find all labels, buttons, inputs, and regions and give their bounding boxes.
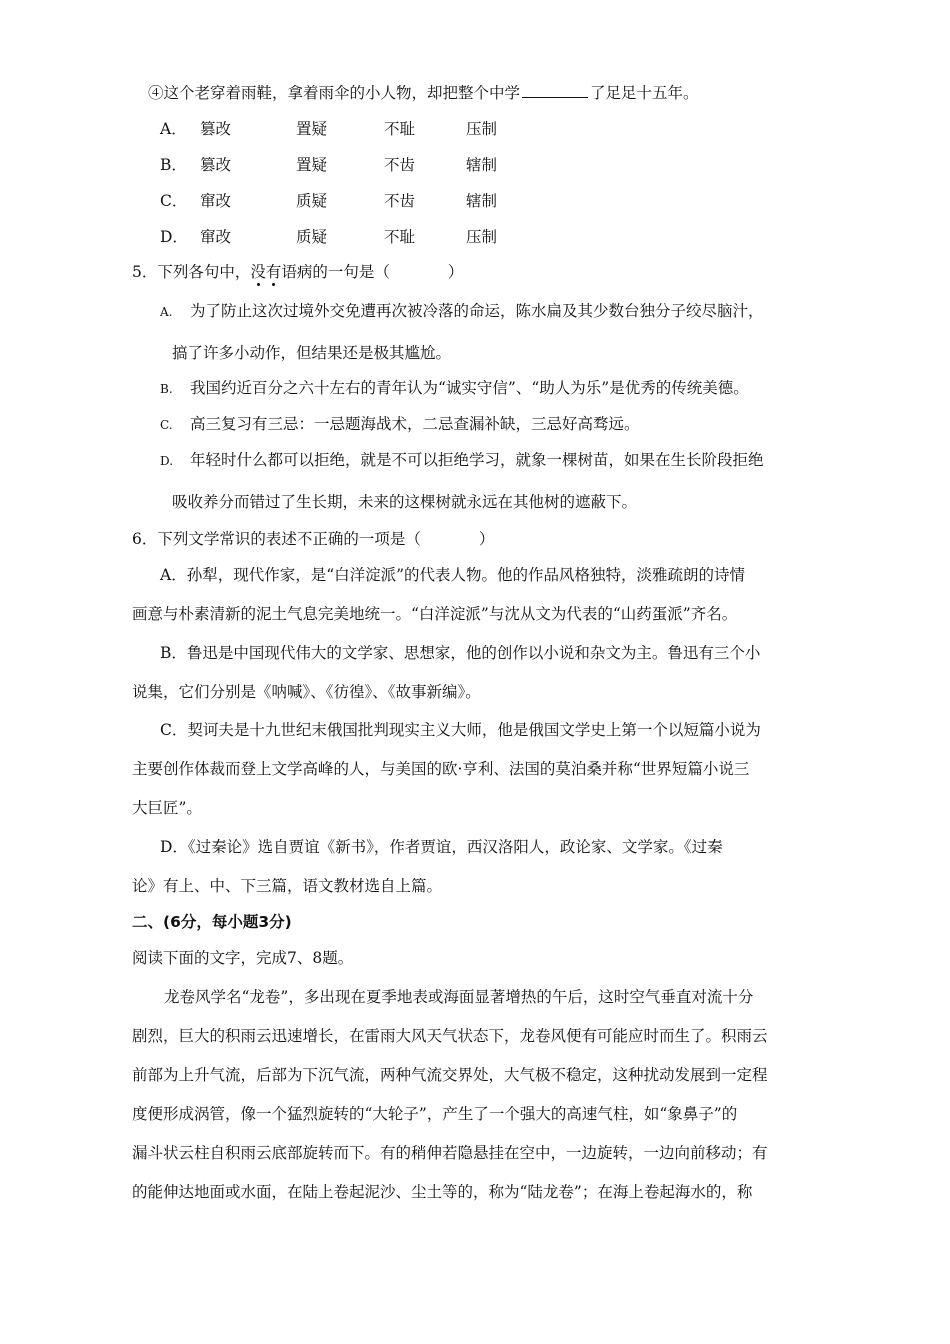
q5-option-b	[160, 377, 749, 400]
q6-stem	[132, 528, 494, 550]
option-word-3: 不耻	[384, 120, 416, 138]
option-text: 主要创作体裁而登上文学高峰的人，与美国的欧·亨利、法国的莫泊桑并称“世界短篇小说三	[132, 760, 750, 778]
option-word-4: 辖制	[466, 192, 498, 210]
q4-sentence-4	[148, 82, 699, 104]
option-word-3: 不耻	[384, 228, 416, 246]
option-text: 高三复习有三忌：一忌题海战术，二忌查漏补缺，三忌好高骛远。	[190, 415, 640, 433]
q4-sentence-4-before: ④这个老穿着雨鞋，拿着雨伞的小人物，却把整个中学	[148, 84, 521, 102]
option-word-2: 质疑	[296, 192, 328, 210]
option-label: C.	[160, 418, 173, 432]
option-word-3: 不齿	[384, 156, 416, 174]
option-word-1: 篡改	[200, 156, 232, 174]
option-label: D．	[160, 228, 188, 246]
passage-line-3	[132, 1064, 768, 1086]
passage-line-4	[132, 1103, 737, 1125]
option-text: 画意与朴素清新的泥土气息完美地统一。“白洋淀派”与沈从文为代表的“山药蛋派”齐名。	[132, 605, 738, 623]
option-text: 论》有上、中、下三篇，语文教材选自上篇。	[132, 877, 443, 895]
option-word-4: 压制	[466, 120, 498, 138]
option-word-2: 质疑	[296, 228, 328, 246]
option-label: C．	[160, 192, 188, 210]
q5-option-d	[160, 449, 764, 472]
q5-stem-close: ）	[447, 263, 464, 281]
option-label: B．	[160, 156, 187, 174]
option-label: D.	[160, 454, 174, 468]
q4-option-c	[160, 190, 497, 212]
emphasis-char: 没	[250, 263, 266, 281]
q5-stem	[132, 261, 463, 283]
option-text: 为了防止这次过境外交免遭再次被冷落的命运，陈水扁及其少数台独分子绞尽脑汁，	[190, 302, 764, 320]
option-text: A．孙犁，现代作家，是“白洋淀派”的代表人物。他的作品风格独特，淡雅疏朗的诗情	[160, 566, 746, 584]
q6-option-d	[160, 836, 723, 858]
answer-blank	[522, 83, 588, 98]
q6-option-b-cont	[132, 681, 481, 703]
q5-stem-pre: 5．下列各句中，	[132, 263, 251, 281]
passage-text: 漏斗状云柱自积雨云底部旋转而下。有的稍伸若隐悬挂在空中，一边旋转，一边向前移动；有	[132, 1144, 768, 1162]
section-heading-text: 二、(6分，每小题3分)	[132, 913, 292, 931]
option-text: B．鲁迅是中国现代伟大的文学家、思想家，他的创作以小说和杂文为主。鲁迅有三个小	[160, 644, 761, 662]
option-text: 说集，它们分别是《呐喊》、《彷徨》、《故事新编》。	[132, 683, 481, 701]
option-text: 搞了许多小动作，但结果还是极其尴尬。	[172, 344, 452, 362]
q4-option-d	[160, 226, 497, 248]
passage-text: 龙卷风学名“龙卷”，多出现在夏季地表或海面显著增热的午后，这时空气垂直对流十分	[164, 988, 754, 1006]
q4-option-a	[160, 118, 497, 140]
option-text: 年轻时什么都可以拒绝，就是不可以拒绝学习，就象一棵树苗，如果在生长阶段拒绝	[190, 451, 764, 469]
passage-text: 度便形成涡管，像一个猛烈旋转的“大轮子”，产生了一个强大的高速气柱，如“象鼻子”的	[132, 1105, 738, 1123]
passage-line-5	[132, 1142, 768, 1164]
option-text: 大巨匠”。	[132, 799, 202, 817]
section-instruction-text: 阅读下面的文字，完成7、8题。	[132, 949, 354, 967]
q5-option-a-cont	[172, 342, 451, 364]
option-label: A．	[160, 120, 187, 138]
option-text: D．《过秦论》选自贾谊《新书》，作者贾谊，西汉洛阳人，政论家、文学家。《过秦	[160, 838, 723, 856]
option-word-1: 篡改	[200, 120, 232, 138]
q6-stem-close: ）	[478, 530, 495, 548]
section-instruction	[132, 947, 353, 969]
q5-option-d-cont	[172, 491, 637, 513]
option-word-4: 压制	[466, 228, 498, 246]
option-word-1: 窜改	[200, 228, 232, 246]
q6-option-a	[160, 564, 745, 586]
option-text: C．契诃夫是十九世纪末俄国批判现实主义大师，他是俄国文学史上第一个以短篇小说为	[160, 721, 761, 739]
passage-line-2	[132, 1025, 768, 1047]
passage-text: 的能伸达地面或水面，在陆上卷起泥沙、尘土等的，称为“陆龙卷”；在海上卷起海水的，称	[132, 1183, 753, 1201]
q6-option-c	[160, 719, 761, 741]
option-label: B.	[160, 382, 173, 396]
section-heading	[132, 911, 292, 933]
passage-line-6	[132, 1181, 752, 1203]
option-text: 我国约近百分之六十左右的青年认为“诚实守信”、“助人为乐”是优秀的传统美德。	[190, 379, 749, 397]
q4-option-b	[160, 154, 497, 176]
passage-text: 剧烈，巨大的积雨云迅速增长，在雷雨大风天气状态下，龙卷风便有可能应时而生了。积雨云	[132, 1027, 768, 1045]
emphasis-char: 有	[265, 263, 282, 281]
option-word-3: 不齿	[384, 192, 416, 210]
passage-text: 前部为上升气流，后部为下沉气流，两种气流交界处，大气极不稳定，这种扰动发展到一定程	[132, 1066, 768, 1084]
option-word-1: 窜改	[200, 192, 232, 210]
q4-sentence-4-after: 了足足十五年。	[590, 84, 699, 102]
option-label: A.	[160, 305, 173, 319]
option-text: 吸收养分而错过了生长期，未来的这棵树就永远在其他树的遮蔽下。	[172, 493, 638, 511]
q6-option-a-cont	[132, 603, 737, 625]
option-word-4: 辖制	[466, 156, 498, 174]
option-word-2: 置疑	[296, 156, 328, 174]
option-word-2: 置疑	[296, 120, 328, 138]
q5-option-c	[160, 413, 640, 436]
q6-stem-text: 6．下列文学常识的表述不正确的一项是（	[132, 530, 421, 548]
q6-option-d-cont	[132, 875, 442, 897]
q5-stem-post: 语病的一句是（	[281, 263, 390, 281]
passage-line-1	[164, 986, 753, 1008]
q6-option-c-cont	[132, 758, 749, 780]
q6-option-b	[160, 642, 760, 664]
q5-option-a	[160, 300, 764, 323]
q6-option-c-cont2	[132, 797, 202, 819]
